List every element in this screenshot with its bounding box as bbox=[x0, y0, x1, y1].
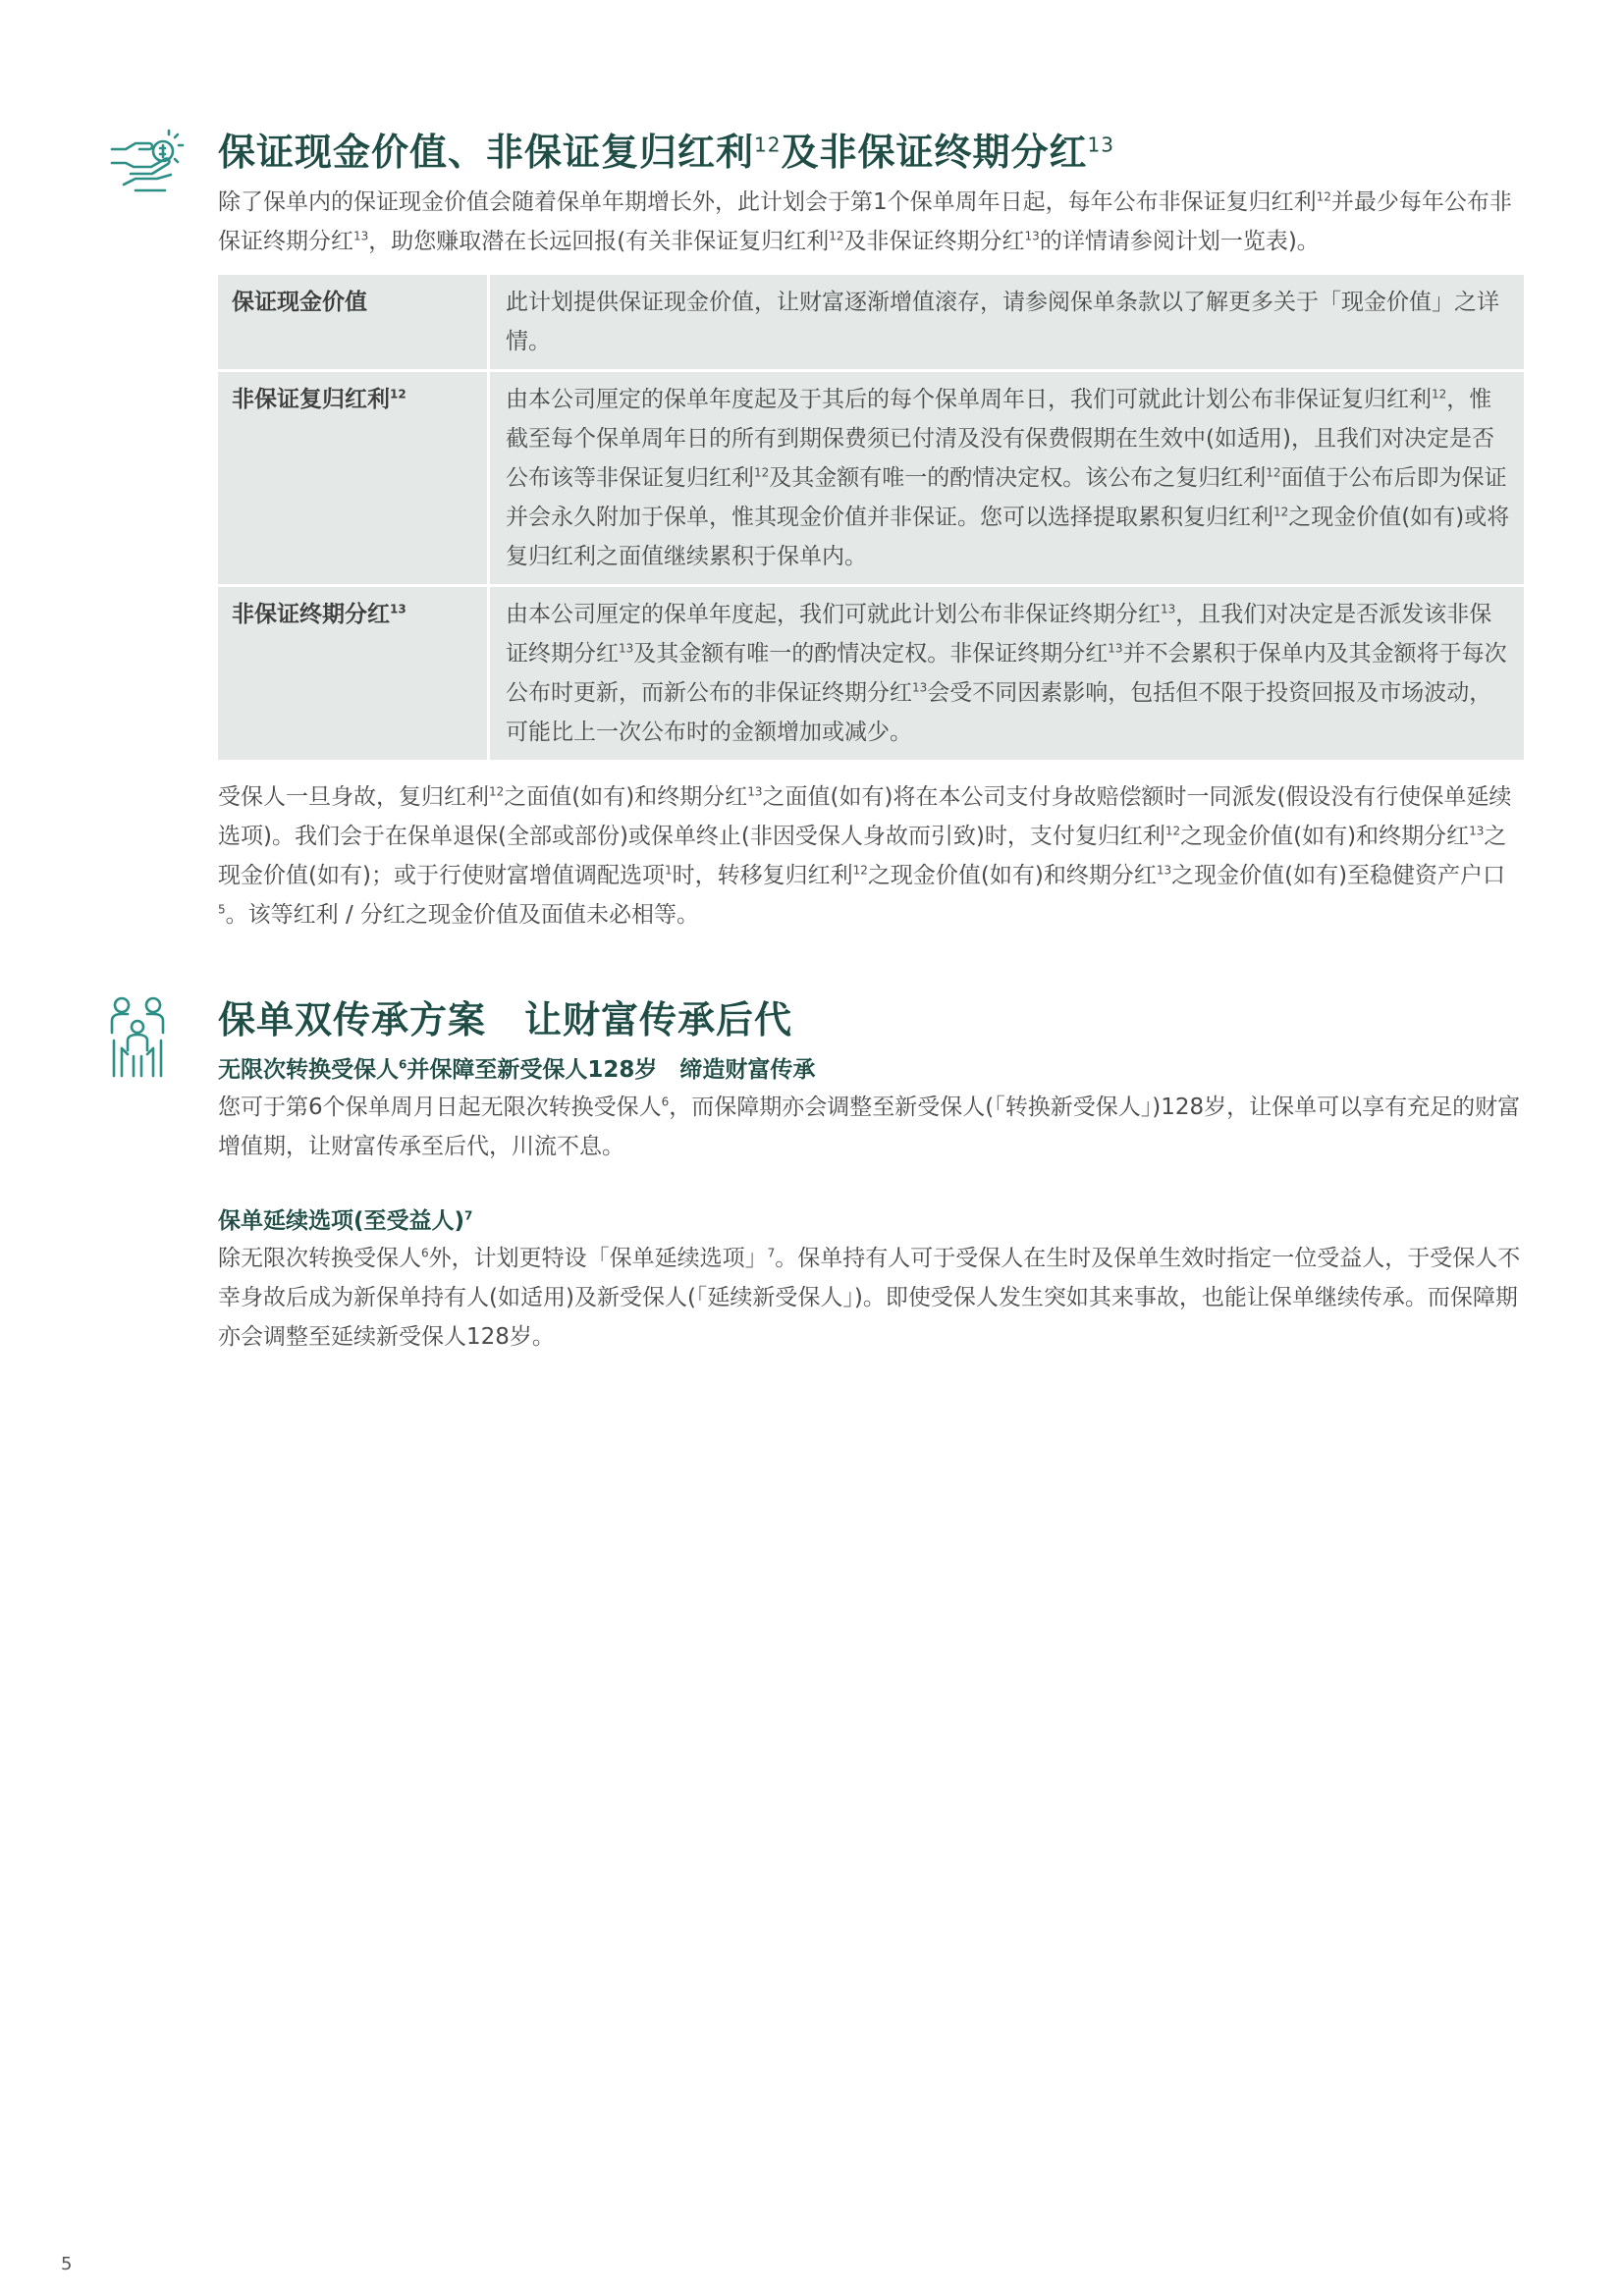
section-title: 保证现金价值、非保证复归红利$^{12}$及非保证终期分红$^{13}$ bbox=[218, 131, 1114, 174]
footnote-ref: 6 bbox=[421, 1246, 429, 1260]
footnote-ref: 13 bbox=[747, 784, 763, 799]
footnote-ref: 12 bbox=[829, 229, 844, 243]
section-cash-value-content bbox=[218, 126, 1524, 934]
footnote-ref: 13 bbox=[1469, 824, 1485, 838]
table-row bbox=[218, 586, 1524, 761]
section-legacy-content bbox=[218, 993, 1524, 1357]
footnote-ref: 12 bbox=[1266, 465, 1281, 480]
section-title: 保单双传承方案 让财富传承后代 bbox=[218, 998, 793, 1041]
outro-paragraph: 受保人一旦身故，复归红利$^{12}$之面值(如有)和终期分红$^{13}$之面值(如有)将在本公司支付身故赔偿额时一同派发(假设没有行使保单延续选项)。我们会于在保单退保(全部或部份)或保单终止(非因受保人身故而引致)时，支付复归红利$^{12}$之现金价值(如有)和终期分红$^{13}$之现金价值(如有)；或于行使财富增值调配选项$^1$时，转移复归红利$^{12}$之现金价值(如有)和终期分红$^{13}$之现金价值(如有)至稳健资产户口$^5$。该等红利 / 分红之现金价值及面值未必相等。 bbox=[218, 784, 1512, 928]
footnote-ref: 13 bbox=[1161, 602, 1176, 616]
table-row bbox=[218, 275, 1524, 371]
footnote-ref: 13 bbox=[1156, 863, 1172, 878]
table-key-cell: 非保证终期分红$^{13}$ bbox=[218, 586, 489, 761]
footnote-ref: 13 bbox=[1108, 641, 1123, 656]
table-key-cell: 保证现金价值 bbox=[218, 275, 489, 371]
continuation-option-paragraph: 除无限次转换受保人$^6$外，计划更特设「保单延续选项」$^7$。保单持有人可于受保人在生时及保单生效时指定一位受益人，于受保人不幸身故后成为新保单持有人(如适用)及新受保人(「延续新受保人」)。即使受保人发生突如其来事故，也能让保单继续传承。而保障期亦会调整至延续新受保人128岁。 bbox=[218, 1246, 1521, 1350]
bonus-table bbox=[218, 275, 1524, 760]
footnote-ref: 7 bbox=[464, 1208, 473, 1223]
hand-coin-icon bbox=[110, 126, 187, 200]
footnote-ref: 13 bbox=[353, 229, 369, 243]
footnote-ref: 13 bbox=[912, 680, 928, 695]
footnote-ref: 6 bbox=[661, 1095, 670, 1109]
footnote-ref: 12 bbox=[754, 465, 770, 480]
footnote-ref: 1 bbox=[664, 863, 673, 878]
table-key-cell: 非保证复归红利$^{12}$ bbox=[218, 371, 489, 586]
footnote-ref: 7 bbox=[767, 1246, 776, 1260]
intro-paragraph: 除了保单内的保证现金价值会随着保单年期增长外，此计划会于第1个保单周年日起，每年公布非保证复归红利$^{12}$并最少每年公布非保证终期分红$^{13}$，助您赚取潜在长远回报(有关非保证复归红利$^{12}$及非保证终期分红$^{13}$的详情请参阅计划一览表)。 bbox=[218, 189, 1512, 254]
table-value-cell: 由本公司厘定的保单年度起，我们可就此计划公布非保证终期分红$^{13}$，且我们对决定是否派发该非保证终期分红$^{13}$及其金额有唯一的酌情决定权。非保证终期分红$^{13}$并不会累积于保单内及其金额将于每次公布时更新，而新公布的非保证终期分红$^{13}$会受不同因素影响，包括但不限于投资回报及市场波动，可能比上一次公布时的金额增加或减少。 bbox=[489, 586, 1525, 761]
footnote-ref: 6 bbox=[399, 1057, 407, 1072]
table-row bbox=[218, 371, 1524, 586]
footnote-ref: 13 bbox=[1024, 229, 1040, 243]
footnote-ref: 12 bbox=[1432, 387, 1447, 401]
footnote-ref: 12 bbox=[852, 863, 868, 878]
subheading-change-insured: 无限次转换受保人$^6$并保障至新受保人128岁 缔造财富传承 bbox=[218, 1057, 816, 1083]
footnote-ref: 13 bbox=[619, 641, 634, 656]
table-value-cell: 此计划提供保证现金价值，让财富逐渐增值滚存，请参阅保单条款以了解更多关于「现金价值」之详情。 bbox=[489, 275, 1525, 371]
footnote-ref: 12 bbox=[1164, 824, 1181, 838]
footnote-ref: 12 bbox=[1273, 505, 1289, 519]
footnote-ref: 5 bbox=[218, 902, 226, 917]
change-insured-paragraph: 您可于第6个保单周月日起无限次转换受保人$^6$，而保障期亦会调整至新受保人(「转换新受保人」)128岁，让保单可以享有充足的财富增值期，让财富传承至后代，川流不息。 bbox=[218, 1095, 1521, 1159]
page-number: 5 bbox=[61, 2254, 73, 2274]
table-value-cell: 由本公司厘定的保单年度起及于其后的每个保单周年日，我们可就此计划公布非保证复归红利$^{12}$，惟截至每个保单周年日的所有到期保费须已付清及没有保费假期在生效中(如适用)，且我们对决定是否公布该等非保证复归红利$^{12}$及其金额有唯一的酌情决定权。该公布之复归红利$^{12}$面值于公布后即为保证并会永久附加于保单，惟其现金价值并非保证。您可以选择提取累积复归红利$^{12}$之现金价值(如有)或将复归红利之面值继续累积于保单内。 bbox=[489, 371, 1525, 586]
footnote-ref: 12 bbox=[1316, 189, 1331, 204]
footnote-ref: 12 bbox=[489, 784, 505, 799]
family-icon bbox=[110, 995, 169, 1084]
subheading-continuation-option: 保单延续选项(至受益人)$^7$ bbox=[218, 1208, 473, 1234]
